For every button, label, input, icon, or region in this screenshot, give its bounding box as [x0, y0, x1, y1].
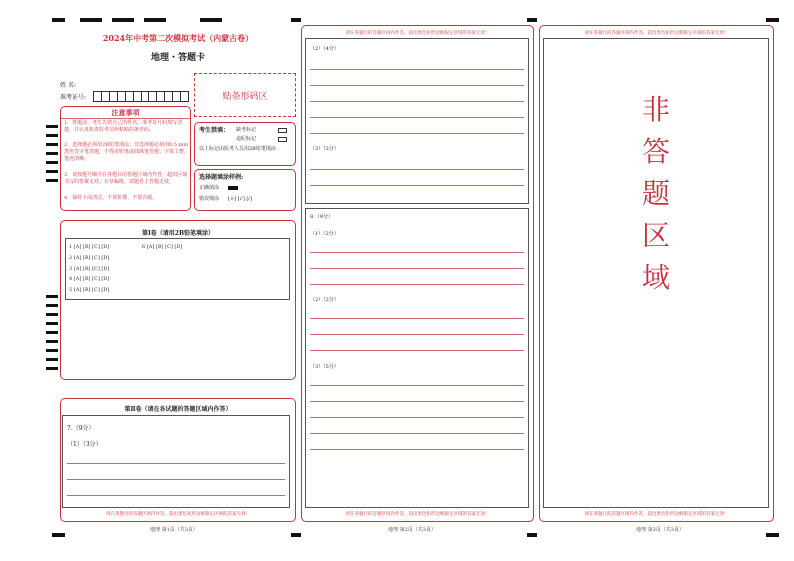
timing-mark — [46, 152, 58, 155]
violation-mark-box[interactable] — [278, 137, 287, 142]
timing-mark — [46, 179, 58, 182]
timing-mark — [527, 533, 537, 537]
timing-mark — [200, 18, 222, 22]
answer-line[interactable] — [310, 101, 524, 102]
page3-footer: 地理 第3页（共3页） — [636, 527, 684, 533]
choice-row-5[interactable]: 5 [A] [B] [C] [D] — [69, 287, 110, 293]
fill-example-title: 选择题填涂样例: — [199, 174, 244, 181]
answer-line[interactable] — [310, 117, 524, 118]
id-box — [93, 91, 102, 102]
page1-footer: 地理 第1页（共3页） — [150, 527, 198, 533]
q7-1-label: （1）（3分） — [67, 441, 102, 448]
no-answer-char: 非 — [641, 93, 670, 126]
answer-line[interactable] — [310, 185, 524, 186]
id-box — [149, 91, 157, 102]
answer-line[interactable] — [310, 417, 524, 418]
candidate-id-label: 准考证号: — [60, 94, 87, 101]
choice-row-3[interactable]: 3 [A] [B] [C] [D] — [69, 266, 110, 272]
exam-status-label: 考生禁填： — [199, 127, 230, 134]
timing-mark — [527, 18, 537, 22]
q8-3-label: （3）（5分） — [310, 364, 339, 370]
timing-mark — [52, 18, 65, 22]
notice-title: 注意事项 — [111, 108, 140, 117]
notice-item: 2．选择题必须用2B铅笔填涂；非选择题必须用0.5 mm黑色签字笔答题，不得用铅笔或圆珠笔答题；字体工整、笔迹清晰。 — [64, 142, 190, 162]
part2-title: 第Ⅱ卷（请在各试题的答题区域内作答） — [124, 406, 232, 413]
no-answer-char: 题 — [641, 177, 670, 210]
exam-status-note: 以上标记由监考人员用2B铅笔填涂 — [199, 146, 276, 152]
col2-top-warning: 请在各题目的答题区域内作答，超出黑色矩形边框限定区域的答案无效！ — [345, 31, 490, 36]
q7-label: 7.（9分） — [67, 425, 95, 432]
id-box — [142, 91, 150, 102]
notice-item: 3．请按题号顺序在各题目的答题区域内作答，超出区域书写的答案无效；在草稿纸、试题卷上答题无效。 — [64, 172, 188, 185]
id-box — [181, 91, 189, 102]
col2-answer-area-a — [305, 38, 529, 204]
q8-1-label: （1）（2分） — [310, 231, 339, 237]
timing-mark — [46, 367, 58, 370]
col2-answer-area-b — [305, 208, 529, 508]
col1-warning: 请在各题目的答题区域内作答，超出黑色矩形边框限定区域的答案无效！ — [106, 512, 250, 517]
answer-line[interactable] — [310, 334, 524, 335]
choice-row-6[interactable]: 6 [A] [B] [C] [D] — [142, 244, 183, 250]
wrong-fill-samples: [×] [√] [/] — [228, 196, 252, 202]
id-box — [157, 91, 165, 102]
timing-mark — [46, 322, 58, 325]
answer-line[interactable] — [310, 385, 524, 386]
timing-mark — [46, 340, 58, 343]
answer-line[interactable] — [310, 169, 524, 170]
no-answer-char: 区 — [641, 219, 670, 252]
answer-line[interactable] — [310, 133, 524, 134]
answer-line[interactable] — [67, 463, 285, 464]
answer-line[interactable] — [67, 495, 285, 496]
exam-subtitle: 地理・答题卡 — [150, 53, 205, 63]
no-answer-char: 答 — [641, 135, 670, 168]
timing-mark — [46, 125, 58, 128]
q7-2-label: （2）（4分） — [310, 46, 339, 52]
answer-line[interactable] — [67, 479, 285, 480]
choice-row-2[interactable]: 2 [A] [B] [C] [D] — [69, 255, 110, 261]
part1-title: 第Ⅰ卷（请用2B铅笔填涂） — [141, 230, 215, 237]
timing-mark — [46, 331, 58, 334]
id-box — [118, 91, 126, 102]
timing-mark — [46, 295, 58, 298]
col3-bottom-warning: 请在各题目的答题区域内作答，超出黑色矩形边框限定区域的答案无效！ — [584, 512, 729, 517]
violation-mark-label: 违纪标记 — [236, 136, 257, 142]
id-box — [134, 91, 142, 102]
name-label: 姓 名: — [60, 82, 76, 89]
answer-line[interactable] — [310, 252, 524, 253]
col3-top-warning: 请在各题目的答题区域内作答，超出黑色矩形边框限定区域的答案无效！ — [584, 31, 729, 36]
no-answer-char: 域 — [641, 261, 670, 294]
answer-line[interactable] — [310, 284, 524, 285]
answer-line[interactable] — [310, 85, 524, 86]
timing-mark — [46, 358, 58, 361]
timing-mark — [46, 349, 58, 352]
answer-line[interactable] — [310, 449, 524, 450]
id-box — [126, 91, 134, 102]
wrong-fill-label: 错误填涂 — [199, 196, 220, 202]
notice-divider — [60, 118, 191, 119]
choice-row-1[interactable]: 1 [A] [B] [C] [D] — [69, 244, 110, 250]
timing-mark — [46, 161, 58, 164]
q7-3-label: （3）（2分） — [310, 146, 339, 152]
timing-mark — [291, 18, 301, 22]
id-box — [110, 91, 118, 102]
timing-mark — [144, 18, 166, 22]
answer-line[interactable] — [310, 401, 524, 402]
absent-mark-box[interactable] — [278, 128, 287, 133]
id-box — [165, 91, 173, 102]
no-answer-zone-text — [543, 88, 769, 298]
exam-title: 2024年中考第二次模拟考试（内蒙古卷） — [102, 33, 254, 43]
answer-line[interactable] — [310, 318, 524, 319]
id-box — [102, 91, 110, 102]
answer-line[interactable] — [310, 433, 524, 434]
col2-bottom-warning: 请在各题目的答题区域内作答，超出黑色矩形边框限定区域的答案无效！ — [345, 512, 490, 517]
q8-label: 8.（9分） — [310, 214, 333, 220]
q8-2-label: （2）（2分） — [310, 297, 339, 303]
correct-fill-label: 正确填涂 — [199, 185, 220, 191]
timing-mark — [46, 170, 58, 173]
timing-mark — [112, 18, 134, 22]
timing-mark — [46, 304, 58, 307]
timing-mark — [52, 533, 65, 537]
timing-mark — [46, 143, 58, 146]
timing-mark — [766, 18, 779, 22]
notice-item: 1．答题前，考生先将自己的姓名，准考证号码填写清楚，并认真检查监考员所粘贴的条形码。 — [64, 120, 183, 133]
timing-mark — [291, 533, 301, 537]
page2-footer: 地理 第2页（共3页） — [388, 527, 436, 533]
absent-mark-label: 缺考标记 — [236, 127, 257, 133]
answer-line[interactable] — [310, 69, 524, 70]
answer-line[interactable] — [310, 350, 524, 351]
timing-mark — [46, 313, 58, 316]
choice-row-4[interactable]: 4 [A] [B] [C] [D] — [69, 276, 110, 282]
barcode-area-label: 贴条形码区 — [222, 92, 268, 102]
notice-item: 4．保持卡面清洁，不要折叠、不要弄破。 — [64, 195, 158, 201]
correct-fill-sample — [228, 186, 238, 190]
timing-mark — [80, 18, 102, 22]
timing-mark — [766, 533, 779, 537]
answer-line[interactable] — [310, 268, 524, 269]
id-box — [173, 91, 181, 102]
timing-mark — [46, 134, 58, 137]
candidate-id-boxes[interactable] — [93, 91, 189, 102]
notice-list — [60, 120, 191, 210]
